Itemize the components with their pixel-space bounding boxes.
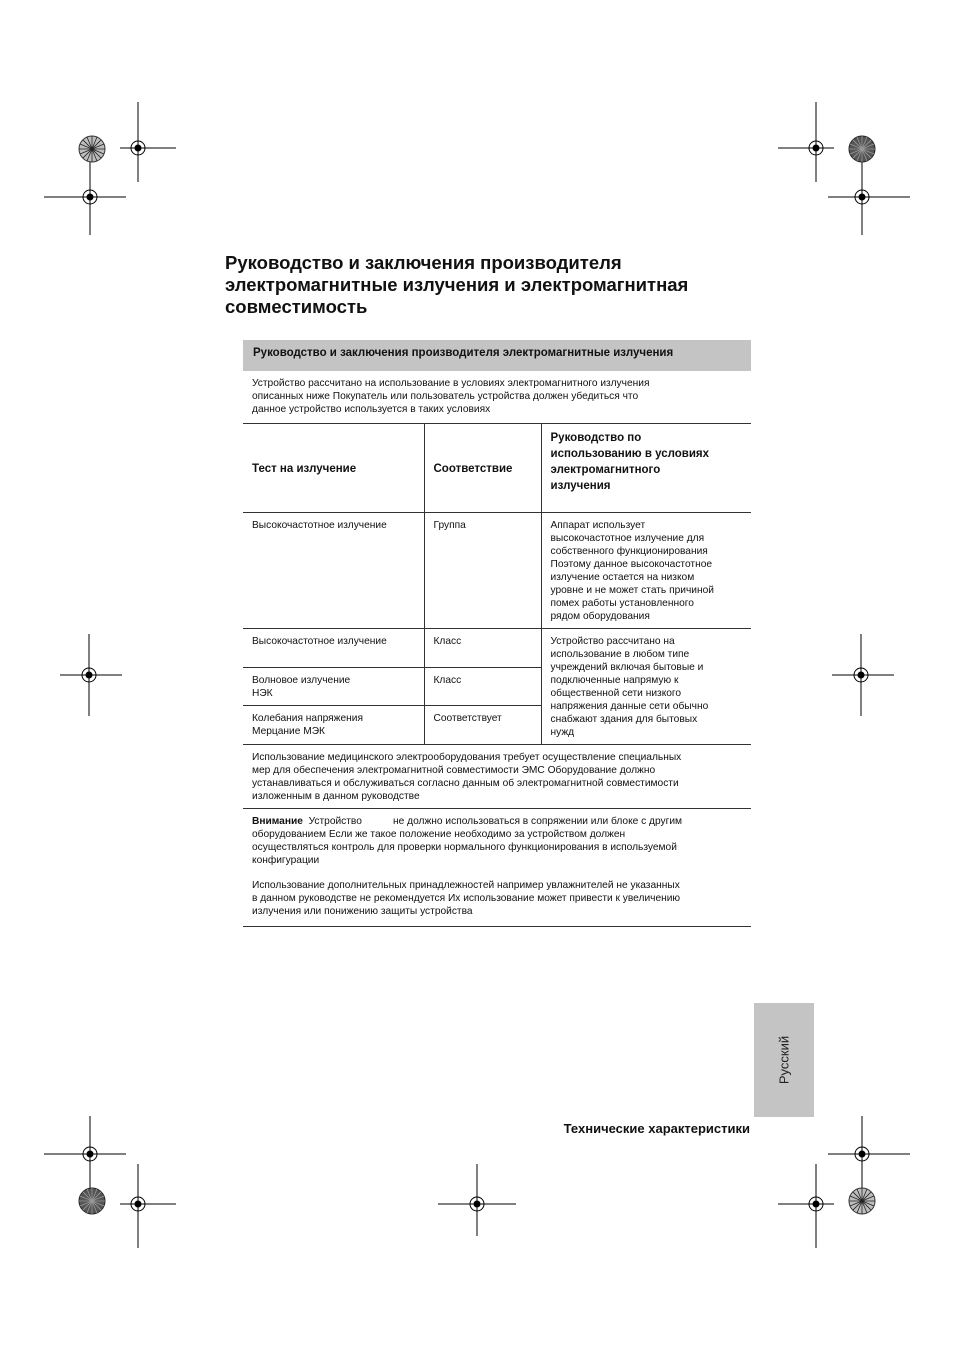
calibration-rosette-icon <box>848 135 876 163</box>
registration-mark-icon <box>776 102 836 182</box>
cell-text: подключенные напрямую к <box>550 675 679 686</box>
warning-line: оборудованием Если же такое положение необходимо за устройством должен <box>252 829 626 840</box>
accessories-line: Использование дополнительных принадлежностей например увлажнителей не указанных <box>252 880 680 891</box>
accessories-line: излучения или понижению защиты устройства <box>252 906 473 917</box>
registration-mark-icon <box>118 102 178 182</box>
cell-text: Высокочастотное излучение <box>252 636 387 647</box>
cell-text: Группа <box>433 520 466 531</box>
note-line: Использование медицинского электрооборудования требует осуществление специальных <box>252 752 682 763</box>
calibration-rosette-icon <box>78 1187 106 1215</box>
calibration-rosette-icon <box>78 135 106 163</box>
cell-text: Класс <box>433 636 462 647</box>
cell-compliance <box>424 667 541 706</box>
table-header: Руководство и заключения производителя электромагнитные излучения <box>243 340 751 371</box>
warning-line: конфигурации <box>252 855 320 866</box>
column-header-guidance <box>541 424 751 513</box>
cell-text: Соответствует <box>433 713 502 725</box>
cell-text: Поэтому данное высокочастотное <box>550 559 713 570</box>
language-tab-label: Русский <box>776 1035 792 1085</box>
emc-note <box>243 745 751 809</box>
cell-compliance <box>424 513 541 629</box>
registration-mark-icon <box>60 634 122 716</box>
cell-compliance <box>424 629 541 668</box>
cell-text: уровне и не может стать причиной <box>550 585 714 596</box>
cell-test <box>243 513 424 629</box>
cell-compliance <box>424 706 541 745</box>
cell-text: Класс <box>433 674 462 686</box>
guidance-header-line: Руководство по <box>550 432 642 444</box>
cell-guidance <box>541 513 751 629</box>
cell-text: Колебания напряжения <box>252 713 363 725</box>
registration-mark-icon <box>776 1164 836 1248</box>
registration-mark-icon <box>44 160 126 235</box>
warning-line <box>252 815 742 828</box>
registration-mark-icon <box>438 1164 516 1236</box>
table-column-headers <box>243 424 751 513</box>
title-line-1: Руководство и заключения производителя <box>225 252 622 273</box>
column-header-test: Тест на излучение <box>243 424 424 513</box>
cell-text: излучение остается на низком <box>550 572 695 583</box>
note-line: мер для обеспечения электромагнитной совместимости ЭМС Оборудование должно <box>252 765 656 776</box>
cell-text: учреждений включая бытовые и <box>550 662 704 673</box>
note-line: устанавливаться и обслуживаться согласно данным об электромагнитной совместимости <box>252 778 679 789</box>
title-line-2: электромагнитные излучения и электромагнитная <box>225 274 689 295</box>
language-tab <box>754 1003 814 1117</box>
column-header-compliance: Соответствие <box>424 424 541 513</box>
section-footer-title: Технические характеристики <box>563 1121 750 1136</box>
guidance-header-line: электромагнитного <box>550 464 661 476</box>
accessories-line: в данном руководстве не рекомендуется Их использование может привести к увеличению <box>252 893 681 904</box>
registration-mark-icon <box>828 1116 910 1191</box>
warning-label: Внимание <box>252 816 303 827</box>
registration-mark-icon <box>832 634 894 716</box>
title-line-3: совместимость <box>225 296 368 317</box>
cell-text: высокочастотное излучение для <box>550 533 705 544</box>
paragraph-gap <box>252 867 742 879</box>
cell-text: использование в любом типе <box>550 649 690 660</box>
intro-line-3: данное устройство используется в таких условиях <box>252 404 491 415</box>
page-title <box>225 252 785 318</box>
cell-text: Устройство рассчитано на <box>550 636 675 647</box>
cell-text: снабжают здания для бытовых <box>550 714 698 725</box>
cell-text: рядом оборудования <box>550 611 650 622</box>
note-line: изложенным в данном руководстве <box>252 791 420 802</box>
cell-test <box>243 706 424 745</box>
table-intro <box>243 371 751 424</box>
guidance-header-line: использованию в условиях <box>550 448 710 460</box>
calibration-rosette-icon <box>848 1187 876 1215</box>
intro-line-1: Устройство рассчитано на использование в условиях электромагнитного излучения <box>252 378 650 389</box>
emission-grid <box>243 424 751 745</box>
warning-first-text: Устройство не должно использоваться в сопряжении или блоке с другим <box>302 816 683 827</box>
cell-text: Волновое излучение <box>252 674 351 686</box>
table-row <box>243 513 751 629</box>
cell-text: нужд <box>550 727 575 738</box>
registration-mark-icon <box>44 1116 126 1191</box>
emc-emissions-table <box>243 340 751 927</box>
intro-line-2: описанных ниже Покупатель или пользователь устройства должен убедиться что <box>252 391 639 402</box>
cell-test <box>243 629 424 668</box>
guidance-header-line: излучения <box>550 480 611 492</box>
cell-guidance-merged <box>541 629 751 745</box>
cell-text: помех работы установленного <box>550 598 694 609</box>
warning-block <box>243 809 751 927</box>
cell-text: НЭК <box>252 687 273 699</box>
cell-text: общественной сети низкого <box>550 688 682 699</box>
cell-text: напряжения данные сети обычно <box>550 701 709 712</box>
table-row <box>243 629 751 668</box>
warning-line: осуществляться контроль для проверки нормального функционирования в используемой <box>252 842 677 853</box>
cell-text: собственного функционирования <box>550 546 708 557</box>
cell-text: Высокочастотное излучение <box>252 520 387 531</box>
cell-test <box>243 667 424 706</box>
registration-mark-icon <box>118 1164 178 1248</box>
cell-text: Аппарат использует <box>550 520 646 531</box>
registration-mark-icon <box>828 160 910 235</box>
cell-text: Мерцание МЭК <box>252 726 325 738</box>
